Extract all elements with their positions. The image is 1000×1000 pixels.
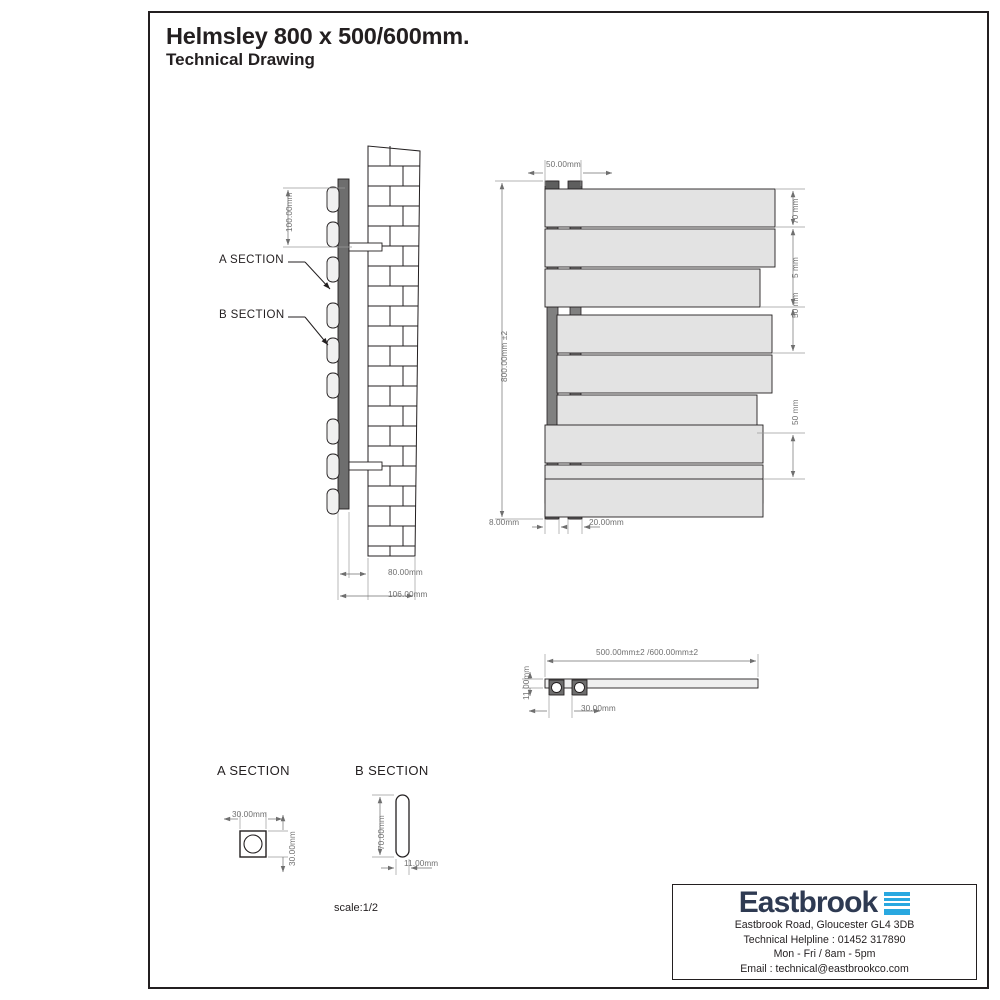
detail-heading-a-section: A SECTION <box>217 763 290 778</box>
dim-label-depth-outer: 106.00mm <box>388 590 428 599</box>
dim-label-panel-gap: 5 mm <box>791 257 800 278</box>
scale-label: scale:1/2 <box>334 902 379 914</box>
dim-label-b-height: 70.00mm <box>377 815 386 850</box>
company-address: Eastbrook Road, Gloucester GL4 3DB <box>734 919 915 931</box>
dim-label-a-width: 30.00mm <box>232 810 267 819</box>
dim-label-rail-gap-bottom: 50 mm <box>791 399 800 425</box>
dim-label-bracket-height: 100.00mm <box>285 192 294 232</box>
dim-label-depth-inner: 80.00mm <box>388 568 423 577</box>
dim-label-plan-connector-spacing: 30.00mm <box>581 704 616 713</box>
side-label-a-section: A SECTION <box>219 254 284 266</box>
side-label-b-section: B SECTION <box>219 309 285 321</box>
dim-label-rail-gap-top: 50 mm <box>791 292 800 318</box>
dim-label-bottom-left-offset: 8.00mm <box>489 518 520 527</box>
detail-heading-b-section: B SECTION <box>355 763 429 778</box>
brand-name: Eastbrook <box>738 886 878 919</box>
company-email: Email : technical@eastbrookco.com <box>740 962 909 975</box>
brand-row <box>673 888 976 918</box>
page-title: Helmsley 800 x 500/600mm. <box>166 23 470 49</box>
page-subtitle: Technical Drawing <box>166 50 315 70</box>
dim-label-connector-spacing: 50.00mm <box>546 160 581 169</box>
dim-label-overall-height: 800.00mm ±2 <box>500 330 509 382</box>
dim-label-plan-width: 500.00mm±2 /600.00mm±2 <box>596 648 699 657</box>
company-helpline: Technical Helpline : 01452 317890 <box>743 933 906 946</box>
company-info-block <box>672 884 977 980</box>
dim-label-bottom-right-offset: 20.00mm <box>589 518 624 527</box>
dim-label-a-height: 30.00mm <box>288 831 297 866</box>
dim-label-plan-thickness: 11.00mm <box>522 665 531 700</box>
eastbrook-waves-logo-icon <box>884 892 910 915</box>
dim-label-b-width: 11.00mm <box>404 859 439 868</box>
dim-label-panel-height: 70 mm <box>791 198 800 224</box>
title-block <box>166 23 686 70</box>
sheet-border <box>148 11 989 989</box>
company-hours: Mon - Fri / 8am - 5pm <box>773 948 876 961</box>
